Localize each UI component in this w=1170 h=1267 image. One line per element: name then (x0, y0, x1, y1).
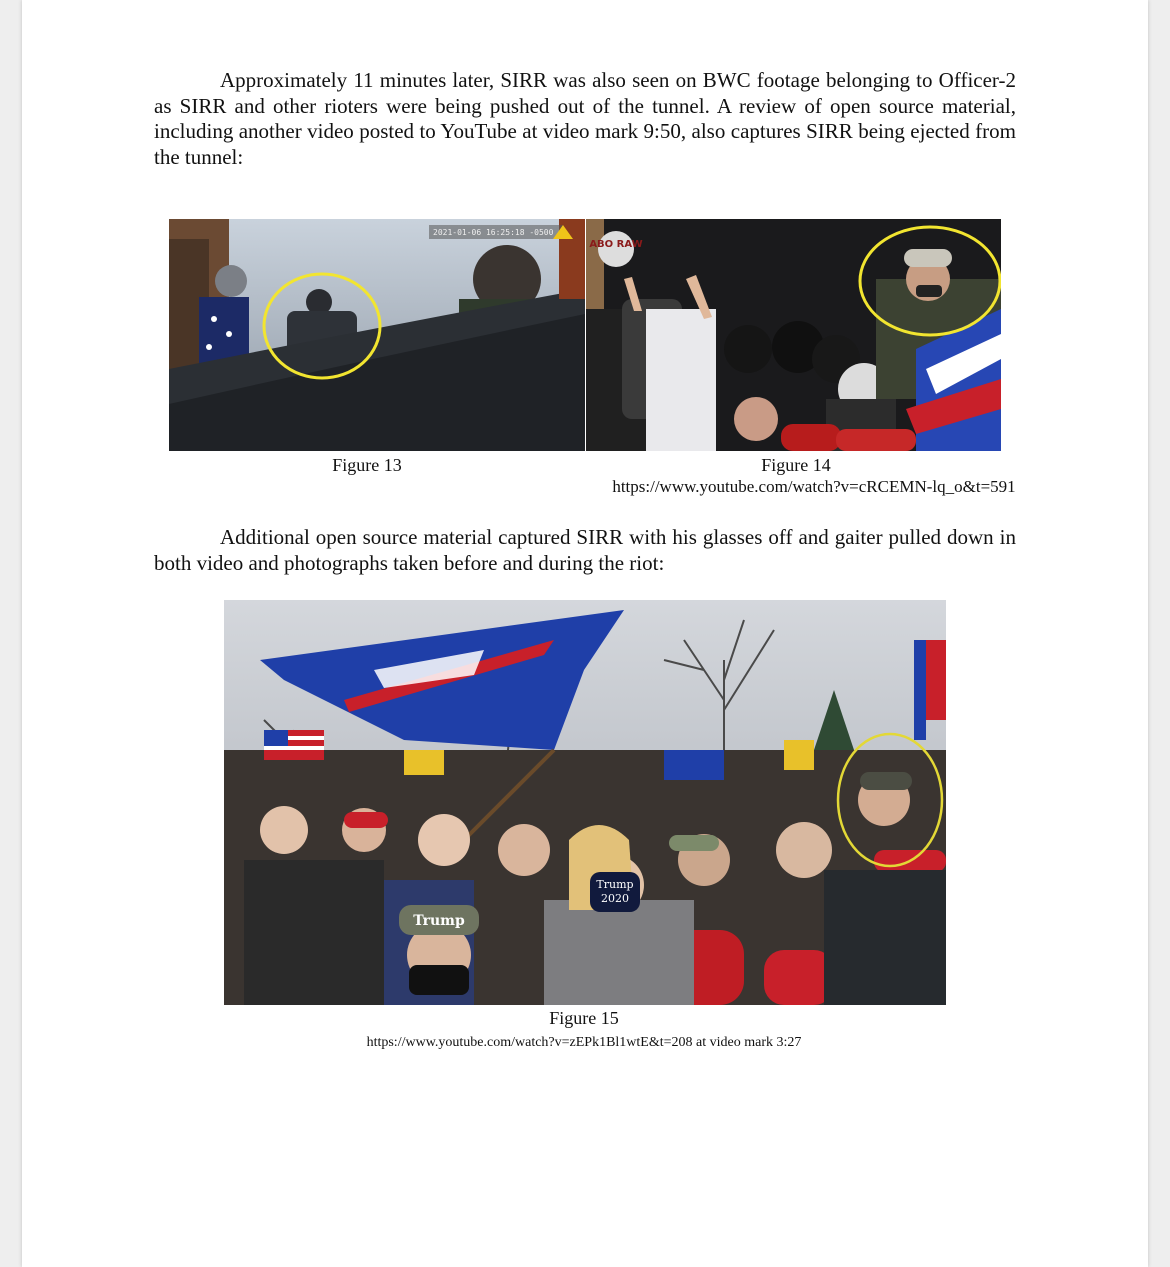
figure-15-caption: Figure 15 (549, 1008, 619, 1028)
hat-text-trump: Trump (413, 913, 465, 929)
paragraph-1-text: Approximately 11 minutes later, SIRR was also seen on BWC footage belonging to Officer-2 as SIRR and other rioters were being pushed out of the tunnel. A review of open source material, including another video posted to YouTube at video mark 9:50, also captures SIRR being ejected from the tunnel: (154, 68, 1016, 169)
mask-text-2020: 2020 (601, 892, 629, 905)
figure-13-caption: Figure 13 (332, 455, 402, 475)
figure-14-caption: Figure 14 (761, 455, 831, 475)
watermark-text: ABO RAW (589, 239, 643, 250)
figure-13-image (169, 219, 585, 451)
svg-text:2021-01-06 16:25:18 -0500: 2021-01-06 16:25:18 -0500 (433, 228, 554, 237)
mask-text-trump: Trump (596, 878, 634, 891)
paragraph-2-text: Additional open source material captured SIRR with his glasses off and gaiter pulled down in both video and photographs taken before and during the riot: (154, 525, 1016, 575)
figure-14-source-url: https://www.youtube.com/watch?v=cRCEMN-lq_o&t=591 (612, 477, 1016, 496)
figure-15-source-url: https://www.youtube.com/watch?v=zEPk1Bl1wtE&t=208 at video mark 3:27 (366, 1035, 802, 1050)
paragraph-tunnel-footage (154, 68, 1016, 170)
figure-15-image (224, 600, 946, 1005)
document-page (22, 0, 1148, 1267)
paragraph-open-source (154, 525, 1016, 576)
figure-14-image (586, 219, 1001, 451)
